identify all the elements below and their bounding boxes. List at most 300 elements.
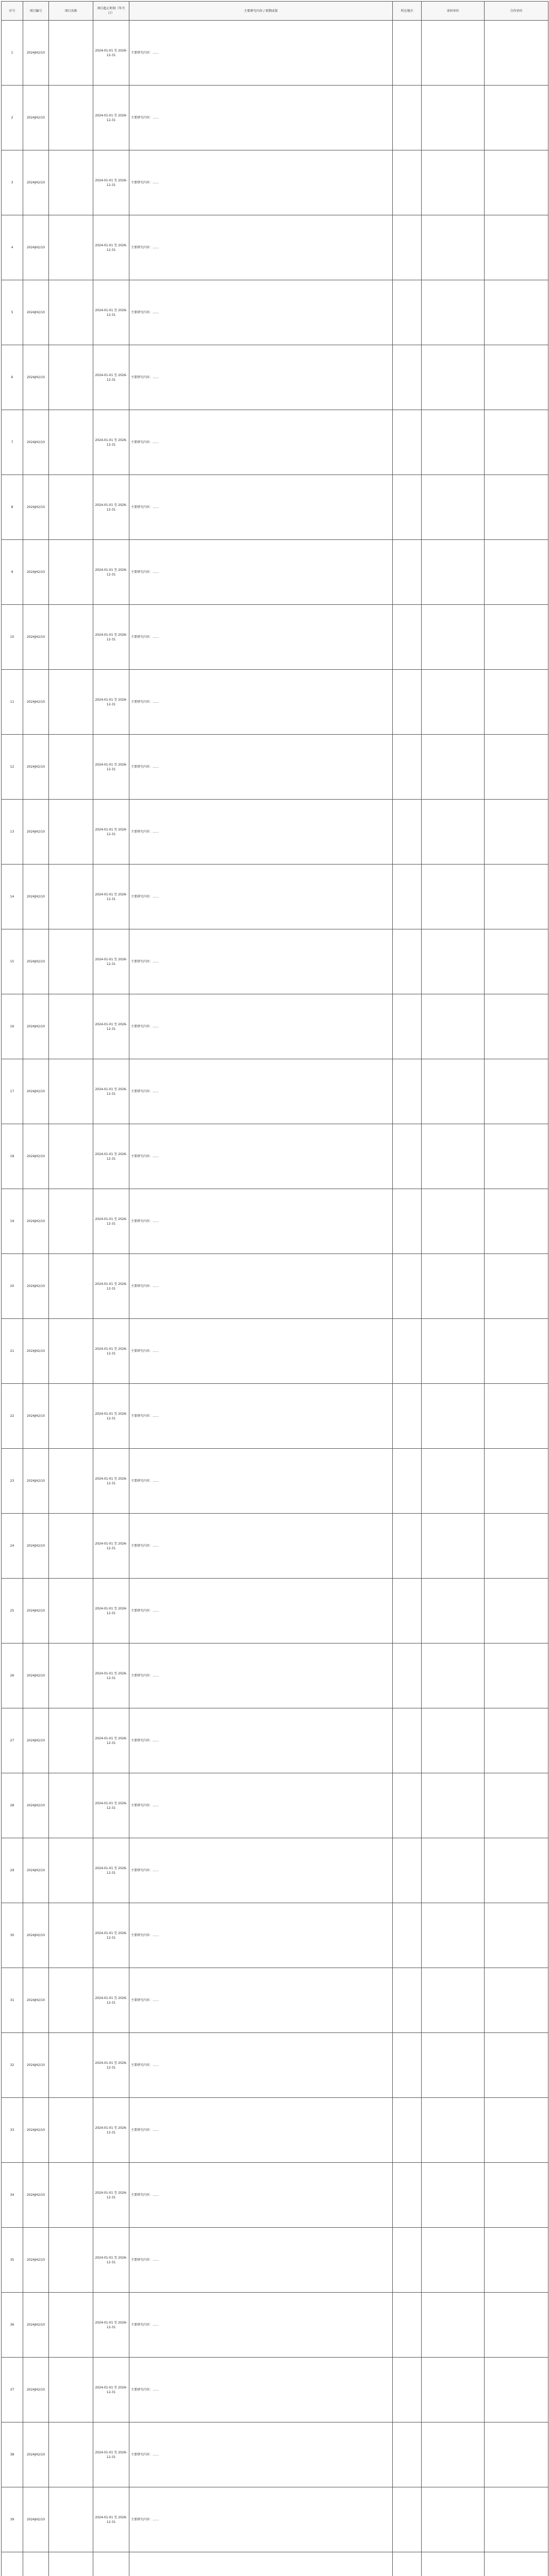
table-row [2,1643,548,1708]
cell-unit [422,994,485,1059]
cell-name [49,1773,93,1838]
table-row [2,475,548,540]
cell-city [393,1708,422,1773]
table-row [2,1514,548,1579]
cell-name [49,2552,93,2576]
cell-period: 2024-01-01 至 2026-12-31 [93,86,129,150]
cell-content: 主要研究内容：…… [129,1579,393,1643]
cell-unit [422,86,485,150]
cell-code: 2024JH2/10 [23,2098,49,2163]
cell-partner [485,1514,548,1579]
cell-period: 2024-01-01 至 2026-12-31 [93,280,129,345]
cell-partner [485,2487,548,2552]
cell-no: 29 [2,1838,23,1903]
table-row [2,929,548,994]
cell-no: 37 [2,2358,23,2422]
cell-unit [422,1968,485,2033]
cell-partner [485,1643,548,1708]
cell-name [49,2293,93,2358]
cell-code: 2024JH2/10 [23,1514,49,1579]
cell-city [393,1903,422,1968]
cell-period: 2024-01-01 至 2026-12-31 [93,410,129,475]
cell-partner [485,670,548,735]
cell-unit [422,2552,485,2576]
cell-name [49,1059,93,1124]
cell-partner [485,1254,548,1319]
cell-no: 28 [2,1773,23,1838]
cell-name [49,1449,93,1514]
cell-code: 2024JH2/10 [23,670,49,735]
cell-name [49,1579,93,1643]
cell-code: 2024JH2/10 [23,1903,49,1968]
cell-city [393,2228,422,2293]
cell-content: 主要研究内容：…… [129,1449,393,1514]
cell-unit [422,1838,485,1903]
cell-city [393,2163,422,2228]
header-unit: 承担单位 [422,2,485,21]
cell-unit [422,1384,485,1449]
cell-code: 2024JH2/10 [23,21,49,86]
table-row [2,1189,548,1254]
cell-partner [485,2293,548,2358]
cell-no: 10 [2,605,23,670]
cell-partner [485,21,548,86]
cell-period: 2024-01-01 至 2026-12-31 [93,800,129,865]
cell-no: 24 [2,1514,23,1579]
cell-partner [485,605,548,670]
cell-name [49,1514,93,1579]
cell-content: 主要研究内容：…… [129,1319,393,1384]
cell-period: 2024-01-01 至 2026-12-31 [93,865,129,929]
cell-period: 2024-01-01 至 2026-12-31 [93,21,129,86]
table-row [2,280,548,345]
cell-name [49,865,93,929]
cell-unit [422,2228,485,2293]
cell-code: 2024JH2/10 [23,2228,49,2293]
cell-city [393,540,422,605]
cell-content: 主要研究内容：…… [129,475,393,540]
table-row [2,1903,548,1968]
table-header [2,2,548,21]
cell-name [49,735,93,800]
cell-no: 14 [2,865,23,929]
cell-city [393,2422,422,2487]
cell-code: 2024JH2/10 [23,2487,49,2552]
cell-no: 22 [2,1384,23,1449]
cell-city [393,1124,422,1189]
cell-no [2,2552,23,2576]
cell-city [393,1319,422,1384]
cell-name [49,1708,93,1773]
cell-content: 主要研究内容：…… [129,150,393,215]
cell-name [49,1968,93,2033]
cell-period: 2024-01-01 至 2026-12-31 [93,1643,129,1708]
header-no: 序号 [2,2,23,21]
cell-no: 36 [2,2293,23,2358]
table-row [2,540,548,605]
cell-no: 5 [2,280,23,345]
cell-city [393,1773,422,1838]
table-row [2,2033,548,2098]
cell-city [393,605,422,670]
cell-content: 主要研究内容：…… [129,2228,393,2293]
cell-unit [422,735,485,800]
cell-content: 主要研究内容：…… [129,2098,393,2163]
cell-unit [422,1059,485,1124]
cell-partner [485,1319,548,1384]
cell-content: 主要研究内容：…… [129,1059,393,1124]
cell-content: 主要研究内容：…… [129,540,393,605]
table-row [2,800,548,865]
cell-content: 主要研究内容：…… [129,1384,393,1449]
table-row [2,2228,548,2293]
table-row [2,1254,548,1319]
cell-city [393,475,422,540]
cell-partner [485,1059,548,1124]
table-row [2,1579,548,1643]
cell-period: 2024-01-01 至 2026-12-31 [93,215,129,280]
cell-partner [485,865,548,929]
cell-partner [485,1968,548,2033]
cell-period: 2024-01-01 至 2026-12-31 [93,2033,129,2098]
cell-partner [485,2358,548,2422]
cell-unit [422,1903,485,1968]
cell-code: 2024JH2/10 [23,2293,49,2358]
cell-period: 2024-01-01 至 2026-12-31 [93,475,129,540]
cell-period: 2024-01-01 至 2026-12-31 [93,345,129,410]
cell-name [49,1319,93,1384]
cell-partner [485,1449,548,1514]
cell-name [49,605,93,670]
cell-partner [485,1579,548,1643]
cell-name [49,410,93,475]
cell-name [49,475,93,540]
cell-name [49,2033,93,2098]
cell-period: 2024-01-01 至 2026-12-31 [93,2293,129,2358]
cell-partner [485,2033,548,2098]
cell-partner [485,86,548,150]
cell-code: 2024JH2/10 [23,1643,49,1708]
cell-city [393,86,422,150]
cell-partner [485,2098,548,2163]
cell-period: 2024-01-01 至 2026-12-31 [93,735,129,800]
cell-no: 17 [2,1059,23,1124]
cell-no: 8 [2,475,23,540]
cell-code: 2024JH2/10 [23,735,49,800]
cell-no: 18 [2,1124,23,1189]
cell-period: 2024-01-01 至 2026-12-31 [93,1189,129,1254]
cell-city [393,670,422,735]
table-body [2,21,548,2576]
cell-no: 21 [2,1319,23,1384]
cell-city [393,1449,422,1514]
cell-city [393,800,422,865]
cell-code: 2024JH2/10 [23,1124,49,1189]
cell-unit [422,2163,485,2228]
table-row [2,1838,548,1903]
cell-content: 主要研究内容：…… [129,1254,393,1319]
cell-code: 2024JH2/10 [23,605,49,670]
cell-unit [422,2293,485,2358]
cell-city [393,2098,422,2163]
cell-period: 2024-01-01 至 2026-12-31 [93,1579,129,1643]
cell-name [49,215,93,280]
cell-no: 12 [2,735,23,800]
cell-unit [422,929,485,994]
cell-no: 9 [2,540,23,605]
cell-no: 31 [2,1968,23,2033]
cell-partner [485,475,548,540]
cell-partner [485,215,548,280]
cell-city [393,929,422,994]
cell-city [393,1968,422,2033]
cell-name [49,994,93,1059]
header-content: 主要研究内容 / 预期成果 [129,2,393,21]
cell-content: 主要研究内容：…… [129,21,393,86]
cell-content: 主要研究内容：…… [129,1708,393,1773]
cell-content: 主要研究内容：…… [129,2293,393,2358]
cell-code: 2024JH2/10 [23,410,49,475]
header-code: 项目编号 [23,2,49,21]
cell-code: 2024JH2/10 [23,865,49,929]
cell-partner [485,929,548,994]
table-row [2,994,548,1059]
cell-partner [485,1773,548,1838]
cell-partner [485,345,548,410]
cell-no: 1 [2,21,23,86]
cell-name [49,1189,93,1254]
table-row [2,21,548,86]
table-row [2,2358,548,2422]
cell-content: 主要研究内容：…… [129,735,393,800]
cell-code: 2024JH2/10 [23,215,49,280]
cell-partner [485,150,548,215]
table-row [2,2163,548,2228]
cell-city [393,1384,422,1449]
cell-code: 2024JH2/10 [23,1189,49,1254]
cell-code: 2024JH2/10 [23,1838,49,1903]
cell-unit [422,865,485,929]
cell-no: 7 [2,410,23,475]
header-city: 所在地市 [393,2,422,21]
table-row [2,2552,548,2576]
cell-city [393,2358,422,2422]
cell-no: 32 [2,2033,23,2098]
cell-unit [422,150,485,215]
cell-content: 主要研究内容：…… [129,410,393,475]
cell-unit [422,1449,485,1514]
cell-name [49,1124,93,1189]
cell-period: 2024-01-01 至 2026-12-31 [93,2163,129,2228]
cell-city [393,1643,422,1708]
cell-unit [422,1643,485,1708]
cell-code: 2024JH2/10 [23,1579,49,1643]
cell-unit [422,605,485,670]
cell-partner [485,1838,548,1903]
cell-code [23,2552,49,2576]
cell-name [49,21,93,86]
cell-city [393,2293,422,2358]
cell-unit [422,1514,485,1579]
cell-name [49,2422,93,2487]
cell-name [49,1838,93,1903]
cell-no: 3 [2,150,23,215]
table-row [2,605,548,670]
cell-no: 11 [2,670,23,735]
cell-no: 39 [2,2487,23,2552]
cell-no: 2 [2,86,23,150]
cell-period: 2024-01-01 至 2026-12-31 [93,1903,129,1968]
table-row [2,1319,548,1384]
cell-partner [485,800,548,865]
cell-content: 主要研究内容：…… [129,345,393,410]
cell-period: 2024-01-01 至 2026-12-31 [93,2098,129,2163]
cell-unit [422,800,485,865]
cell-partner [485,410,548,475]
cell-unit [422,670,485,735]
cell-code: 2024JH2/10 [23,280,49,345]
cell-name [49,150,93,215]
cell-period: 2024-01-01 至 2026-12-31 [93,1968,129,2033]
cell-city [393,1514,422,1579]
cell-name [49,1903,93,1968]
cell-code: 2024JH2/10 [23,1773,49,1838]
cell-name [49,2098,93,2163]
cell-no: 33 [2,2098,23,2163]
cell-code: 2024JH2/10 [23,1254,49,1319]
cell-period: 2024-01-01 至 2026-12-31 [93,1773,129,1838]
cell-period [93,2552,129,2576]
cell-city [393,2552,422,2576]
project-table [1,1,548,2576]
cell-city [393,994,422,1059]
cell-city [393,735,422,800]
cell-unit [422,1708,485,1773]
cell-content: 主要研究内容：…… [129,1514,393,1579]
cell-period: 2024-01-01 至 2026-12-31 [93,1449,129,1514]
cell-partner [485,2163,548,2228]
table-row [2,1708,548,1773]
cell-period: 2024-01-01 至 2026-12-31 [93,1254,129,1319]
cell-content: 主要研究内容：…… [129,215,393,280]
cell-content: 主要研究内容：…… [129,86,393,150]
cell-city [393,21,422,86]
header-partner: 合作单位 [485,2,548,21]
cell-period: 2024-01-01 至 2026-12-31 [93,2422,129,2487]
cell-partner [485,1903,548,1968]
cell-unit [422,2422,485,2487]
cell-content: 主要研究内容：…… [129,800,393,865]
cell-city [393,1838,422,1903]
table-row [2,1059,548,1124]
table-row [2,1968,548,2033]
cell-name [49,670,93,735]
cell-code: 2024JH2/10 [23,1449,49,1514]
cell-content: 主要研究内容：…… [129,1643,393,1708]
cell-code: 2024JH2/10 [23,1384,49,1449]
cell-partner [485,280,548,345]
cell-unit [422,1124,485,1189]
cell-name [49,1643,93,1708]
cell-content: 主要研究内容：…… [129,1124,393,1189]
cell-code: 2024JH2/10 [23,345,49,410]
cell-period: 2024-01-01 至 2026-12-31 [93,994,129,1059]
cell-name [49,540,93,605]
cell-no: 16 [2,994,23,1059]
header-name: 项目名称 [49,2,93,21]
cell-code: 2024JH2/10 [23,2422,49,2487]
cell-unit [422,280,485,345]
table-row [2,735,548,800]
table-row [2,86,548,150]
cell-content: 主要研究内容：…… [129,605,393,670]
cell-period: 2024-01-01 至 2026-12-31 [93,1059,129,1124]
cell-content: 主要研究内容：…… [129,1903,393,1968]
cell-content: 主要研究内容：…… [129,2033,393,2098]
cell-partner [485,1124,548,1189]
cell-content: 主要研究内容：…… [129,1968,393,2033]
cell-code: 2024JH2/10 [23,1708,49,1773]
cell-period: 2024-01-01 至 2026-12-31 [93,2228,129,2293]
cell-no: 13 [2,800,23,865]
cell-city [393,2033,422,2098]
cell-partner [485,1708,548,1773]
table-row [2,865,548,929]
cell-unit [422,1254,485,1319]
cell-name [49,929,93,994]
table-row [2,1384,548,1449]
cell-period: 2024-01-01 至 2026-12-31 [93,929,129,994]
cell-period: 2024-01-01 至 2026-12-31 [93,670,129,735]
table-row [2,2422,548,2487]
cell-unit [422,1189,485,1254]
table-row [2,410,548,475]
cell-no: 38 [2,2422,23,2487]
cell-partner [485,1384,548,1449]
cell-name [49,86,93,150]
cell-content: 主要研究内容：…… [129,929,393,994]
cell-period: 2024-01-01 至 2026-12-31 [93,1124,129,1189]
cell-city [393,1254,422,1319]
table-row [2,1449,548,1514]
table-row [2,1124,548,1189]
cell-period: 2024-01-01 至 2026-12-31 [93,1514,129,1579]
cell-content: 主要研究内容：…… [129,2422,393,2487]
cell-content: 主要研究内容：…… [129,865,393,929]
cell-code: 2024JH2/10 [23,929,49,994]
table-row [2,215,548,280]
cell-content: 主要研究内容：…… [129,2163,393,2228]
cell-no: 34 [2,2163,23,2228]
cell-period: 2024-01-01 至 2026-12-31 [93,1708,129,1773]
cell-content: 主要研究内容：…… [129,2487,393,2552]
cell-code: 2024JH2/10 [23,1968,49,2033]
cell-unit [422,1773,485,1838]
cell-content: 主要研究内容：…… [129,994,393,1059]
cell-unit [422,21,485,86]
cell-unit [422,1319,485,1384]
table-row [2,670,548,735]
cell-name [49,1254,93,1319]
cell-name [49,280,93,345]
cell-unit [422,215,485,280]
cell-partner [485,2552,548,2576]
cell-city [393,1059,422,1124]
cell-unit [422,1579,485,1643]
cell-name [49,2228,93,2293]
cell-no: 30 [2,1903,23,1968]
cell-unit [422,475,485,540]
